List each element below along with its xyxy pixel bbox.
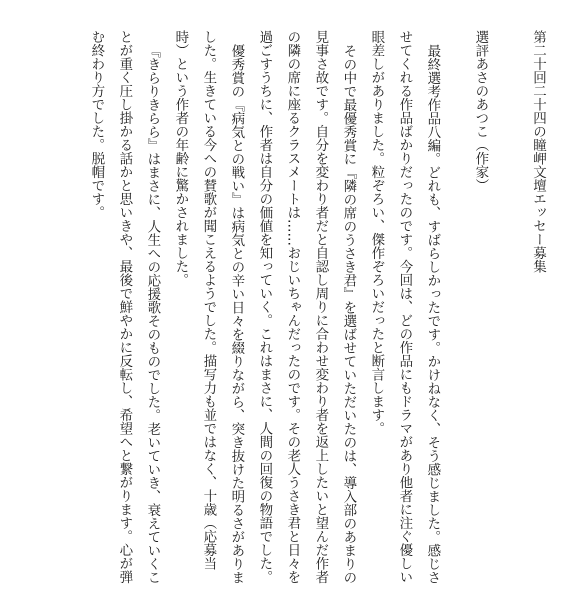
contest-title: 第二十回二十四の瞳岬文壇エッセー募集 bbox=[530, 30, 546, 273]
byline bbox=[466, 30, 524, 590]
byline-author: あさのあつこ（作家） bbox=[472, 57, 489, 192]
paragraph: 最終選考作品八編。どれも、すばらしかったです。かけねなく、そう感じました。感じさせてくれる作品ばかりだったのです。今回は、どの作品にもドラマがあり他者に注ぐ優しい眼差しがありました。粒ぞろい、傑作ぞろいだったと断言します。 bbox=[368, 30, 441, 584]
paragraph: 『きらりきらら』はまさに、人生への応援歌そのものでした。老いていき、衰えていくことが重く圧し掛かる話かと思いきや、最後で鮮やかに反転し、希望へと繋がります。心が弾む終わり方でした。脱帽です。 bbox=[88, 30, 161, 584]
paragraph: その中で最優秀賞に『隣の席のうさき君』を選ばせていただいたのは、導入部のあまりの見事さ故です。自分を変わり者だと自認し周りに合わせ変わり者を返上したいと望んだ作者の隣の席に座るクラスメートは……おじいちゃんだったのです。その老人うさき君と日々を過ごすうちに、作者は自分の価値を知っていく。これはまさに、人間の回復の物語でした。 bbox=[256, 30, 357, 584]
essay-review-page bbox=[18, 30, 552, 590]
review-body bbox=[82, 30, 446, 590]
paragraph: 優秀賞の『病気との戦い』は病気との辛い日々を綴りながら、突き抜けた明るさがありました。生きている今への賛歌が聞こえるようでした。描写力も並ではなく、十歳（応募当時）という作者の年齢に驚かされました。 bbox=[172, 30, 245, 584]
byline-role: 選評 bbox=[472, 30, 489, 57]
